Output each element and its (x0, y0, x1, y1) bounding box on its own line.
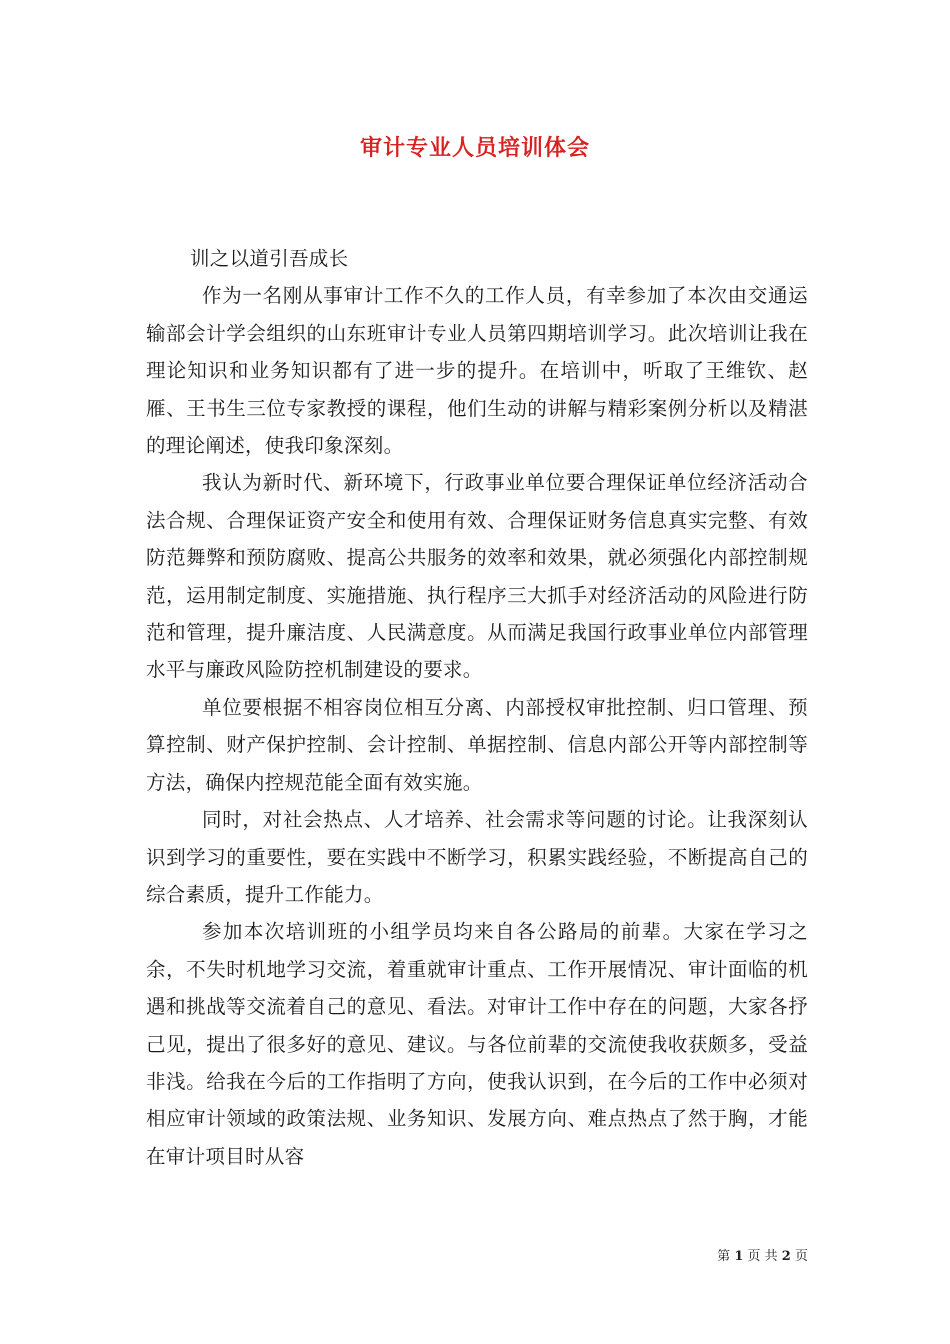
paragraph-1: 作为一名刚从事审计工作不久的工作人员，有幸参加了本次由交通运输部会计学会组织的山东班审计专业人员第四期培训学习。此次培训让我在理论知识和业务知识都有了进一步的提升。在培训中，听取了王维钦、赵雁、王书生三位专家教授的课程，他们生动的讲解与精彩案例分析以及精湛的理论阐述，使我印象深刻。 (146, 284, 808, 458)
paragraph-4: 同时，对社会热点、人才培养、社会需求等问题的讨论。让我深刻认识到学习的重要性，要在实践中不断学习，积累实践经验，不断提高自己的综合素质，提升工作能力。 (146, 808, 808, 906)
page-footer (717, 1248, 808, 1266)
current-page-number: 1 (734, 1249, 744, 1264)
total-page-count: 2 (781, 1249, 791, 1264)
document-title: 审计专业人员培训体会 (359, 135, 590, 161)
document-body (146, 240, 808, 1175)
footer-prefix: 第 (717, 1249, 731, 1264)
document-subtitle: 训之以道引吾成长 (190, 247, 349, 270)
paragraph-3: 单位要根据不相容岗位相互分离、内部授权审批控制、归口管理、预算控制、财产保护控制、会计控制、单据控制、信息内部公开等内部控制等方法，确保内控规范能全面有效实施。 (146, 695, 808, 794)
paragraph-5: 参加本次培训班的小组学员均来自各公路局的前辈。大家在学习之余，不失时机地学习交流，着重就审计重点、工作开展情况、审计面临的机遇和挑战等交流着自己的意见、看法。对审计工作中存在的问题，大家各抒己见，提出了很多好的意见、建议。与各位前辈的交流使我收获颇多，受益非浅。给我在今后的工作指明了方向，使我认识到，在今后的工作中必须对相应审计领域的政策法规、业务知识、发展方向、难点热点了然于胸，才能在审计项目时从容 (146, 920, 808, 1168)
footer-suffix: 页 (794, 1249, 808, 1264)
paragraph-2: 我认为新时代、新环境下，行政事业单位要合理保证单位经济活动合法合规、合理保证资产安全和使用有效、合理保证财务信息真实完整、有效防范舞弊和预防腐败、提高公共服务的效率和效果，就必须强化内部控制规范，运用制定制度、实施措施、执行程序三大抓手对经济活动的风险进行防范和管理，提升廉洁度、人民满意度。从而满足我国行政事业单位内部管理水平与廉政风险防控机制建设的要求。 (146, 471, 808, 682)
footer-middle: 页 共 (747, 1249, 778, 1264)
